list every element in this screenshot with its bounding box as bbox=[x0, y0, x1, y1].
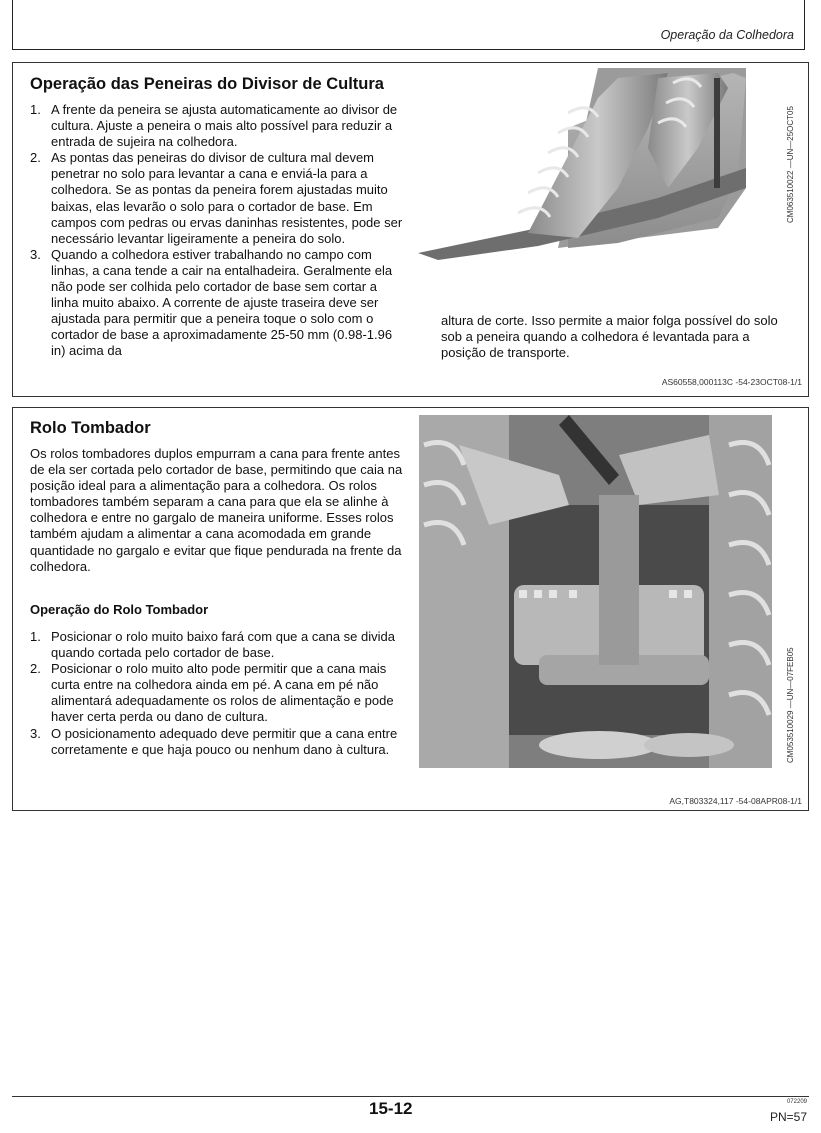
section1-reference: AS60558,000113C -54-23OCT08-1/1 bbox=[661, 377, 802, 387]
section1-list bbox=[30, 102, 406, 360]
list-item: 2. As pontas das peneiras do divisor de cultura mal devem penetrar no solo para levantar a cana e enviá-la para a colhedora. Se as pontas da peneira forem ajustadas muito baixas, elas levarão o solo para o cortador de base. Em campos com pedras ou ervas daninhas resistentes, pode ser necessário levantar ligeiramente a peneira do solo. bbox=[30, 150, 403, 246]
section2-image-code: CM053510029 —UN—07FEB05 bbox=[786, 647, 795, 763]
section2-list bbox=[30, 629, 406, 758]
section1-image-code: CM063510022 —UN—25OCT05 bbox=[786, 106, 795, 223]
section2-subtitle: Operação do Rolo Tombador bbox=[30, 602, 209, 617]
page-number: 15-12 bbox=[369, 1099, 413, 1118]
footer-divider bbox=[12, 1096, 809, 1097]
section2-title: Rolo Tombador bbox=[30, 419, 151, 437]
footer-code: 072209 bbox=[786, 1099, 807, 1105]
section-crop-divider-screens bbox=[12, 62, 809, 397]
page-header bbox=[12, 0, 805, 50]
crop-divider-photo bbox=[418, 68, 746, 261]
header-title: Operação da Colhedora bbox=[660, 28, 794, 42]
section1-continuation: altura de corte. Isso permite a maior folga possível do solo sob a peneira quando a colhedora é levantada para a posição de transporte. bbox=[441, 313, 778, 361]
list-item: 1. Posicionar o rolo muito baixo fará com que a cana se divida quando cortada pelo cortador de base. bbox=[30, 629, 395, 661]
list-item: 2. Posicionar o rolo muito alto pode permitir que a cana mais curta entre na colhedora ainda em pé. A cana em pé não alimentará adequadamente os rolos de alimentação e pode haver certa perda ou dano de cultura. bbox=[30, 661, 394, 725]
list-item: 1. A frente da peneira se ajusta automaticamente ao divisor de cultura. Ajuste a peneira o mais alto possível para reduzir a entrada de sujeira na colhedora. bbox=[30, 102, 398, 150]
page-pn: PN=57 bbox=[769, 1110, 807, 1124]
list-item: 3. Quando a colhedora estiver trabalhando no campo com linhas, a cana tende a cair na entalhadeira. Geralmente ela não pode ser colhida pelo cortador de base sem cortar a linha muito abaixo. A corrente de ajuste traseira deve ser ajustada para permitir que a peneira toque o solo com o cortador de base a aproximadamente 25-50 mm (0.98-1.96 in) acima da bbox=[30, 246, 393, 359]
section2-reference: AG,T803324,117 -54-08APR08-1/1 bbox=[669, 796, 802, 806]
list-item: 3. O posicionamento adequado deve permitir que a cana entre corretamente e que haja pouco ou nenhum dano à cultura. bbox=[30, 725, 398, 757]
knockdown-roller-photo bbox=[419, 415, 772, 768]
section1-title: Operação das Peneiras do Divisor de Cultura bbox=[30, 75, 384, 93]
section-knockdown-roller bbox=[12, 407, 809, 811]
section2-intro: Os rolos tombadores duplos empurram a cana para frente antes de ela ser cortada pelo cortador de base, permitindo que caia na posição ideal para a alimentação para a colhedora. Os rolos tombadores também separam a cana para que ela se alinhe à colhedora e entre no gargalo de maneira uniforme. Esses rolos também ajudam a alimentar a cana acomodada em grande quantidade no gargalo e evitar que fique pendurada na frente da colhedora. bbox=[30, 446, 403, 574]
